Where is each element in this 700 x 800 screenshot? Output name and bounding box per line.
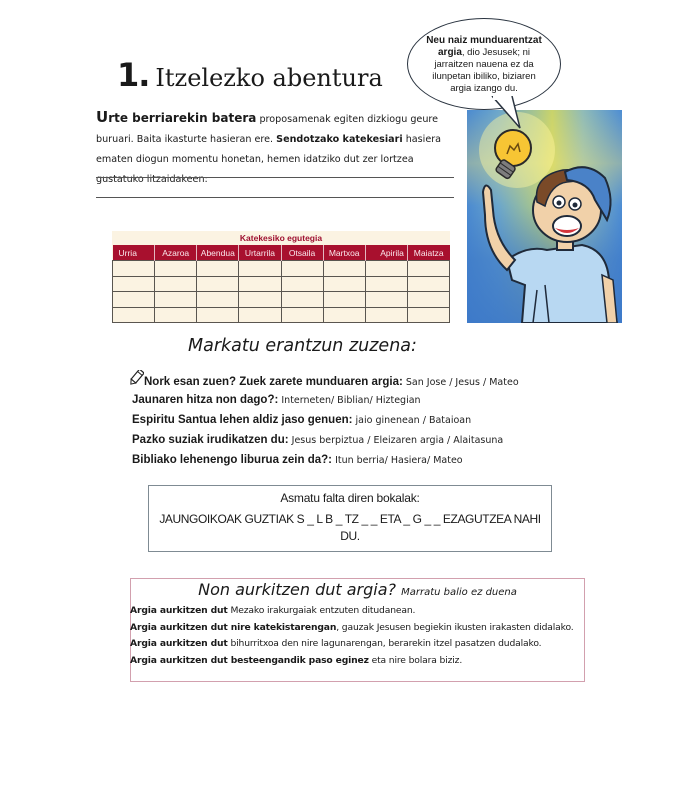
month-header: Maiatza bbox=[407, 245, 449, 261]
vowel-puzzle-title: Asmatu falta diren bokalak: bbox=[280, 491, 420, 505]
page-title bbox=[117, 56, 383, 94]
question-text: Nork esan zuen? Zuek zarete munduaren argia: bbox=[144, 376, 403, 388]
light-statement[interactable]: Argia aurkitzen dut nire katekistarengan, gauzak Jesusen begiekin ikusten irakasten didalako. bbox=[130, 621, 574, 633]
calendar-table bbox=[112, 231, 450, 323]
light-statement[interactable]: Argia aurkitzen dut besteengandik paso eginez eta nire bolara biziz. bbox=[130, 654, 463, 666]
intro-text-1: proposamenak egiten dizkiogu geure buruari. Baita ikasturte hasieran ere. bbox=[96, 114, 439, 145]
light-statement[interactable]: Argia aurkitzen dut Mezako irakurgaiak entzuten ditudanean. bbox=[130, 605, 416, 616]
answer-options[interactable]: jaio ginenean / Bataioan bbox=[355, 415, 472, 426]
question-text: Jaunaren hitza non dago?: bbox=[132, 394, 279, 406]
bubble-tail-icon bbox=[490, 96, 530, 136]
table-row bbox=[113, 261, 450, 277]
calendar-title: Katekesiko egutegia bbox=[239, 233, 323, 243]
title-text: Itzelezko abentura bbox=[155, 64, 383, 92]
question-text: Pazko suziak irudikatzen du: bbox=[132, 434, 289, 446]
month-header: Apirila bbox=[365, 245, 407, 261]
question-text: Espiritu Santua lehen aldiz jaso genuen: bbox=[132, 414, 353, 426]
intro-bold-2: Sendotzako katekesiari bbox=[276, 134, 403, 145]
writing-line-2[interactable] bbox=[96, 197, 454, 198]
table-row bbox=[113, 276, 450, 292]
quiz-question bbox=[132, 370, 519, 390]
answer-options[interactable]: Itun berria/ Hasiera/ Mateo bbox=[335, 455, 463, 466]
writing-line-1[interactable] bbox=[96, 177, 454, 178]
quiz-title: Markatu erantzun zuzena: bbox=[188, 336, 417, 356]
intro-text-2: hasiera ematen diogun momentu honetan, hemen idatziko dut zer lortzea gustatuko litzaidakeen: bbox=[96, 134, 442, 185]
bubble-text bbox=[425, 35, 543, 95]
month-header: Urria bbox=[113, 245, 155, 261]
answer-options[interactable]: Jesus berpiztua / Eleizaren argia / Alaitasuna bbox=[291, 435, 504, 446]
answer-options[interactable]: San Jose / Jesus / Mateo bbox=[405, 377, 519, 388]
find-light-subtitle: Marratu balio ez duena bbox=[401, 587, 517, 598]
table-row bbox=[113, 292, 450, 308]
speech-bubble bbox=[407, 18, 561, 110]
vowel-puzzle-text[interactable]: JAUNGOIKOAK GUZTIAK S _ L B _ TZ _ _ ETA _ G _ _ EZAGUTZEA NAHI DU. bbox=[159, 512, 541, 543]
illustration-boy-lightbulb bbox=[467, 110, 622, 323]
bubble-bold: Neu naiz munduarentzat argia bbox=[426, 35, 542, 58]
pencil-icon bbox=[128, 370, 144, 386]
answer-options[interactable]: Interneten/ Biblian/ Hiztegian bbox=[281, 395, 421, 406]
month-header: Urtarrila bbox=[239, 245, 281, 261]
month-header: Martxoa bbox=[323, 245, 365, 261]
vowel-puzzle-box bbox=[148, 485, 552, 552]
light-statement[interactable]: Argia aurkitzen dut bihurritxoa den nire lagunarengan, berarekin itzel pasatzen dudalako. bbox=[130, 638, 542, 649]
quiz-question bbox=[132, 390, 519, 410]
find-light-list bbox=[130, 603, 584, 669]
month-header: Azaroa bbox=[155, 245, 197, 261]
calendar-grid bbox=[112, 245, 450, 323]
quiz-list bbox=[132, 370, 519, 470]
quiz-question bbox=[132, 450, 519, 470]
title-number: 1. bbox=[117, 56, 150, 94]
find-light-title: Non aurkitzen dut argia? bbox=[198, 580, 397, 599]
month-header: Abendua bbox=[197, 245, 239, 261]
intro-bold-1: rte berriarekin batera bbox=[108, 111, 257, 125]
quiz-question bbox=[132, 430, 519, 450]
bubble-rest: , dio Jesusek; ni jarraitzen nauena ez da ilunpetan ibiliko, biziaren argia izango du. bbox=[432, 47, 536, 94]
find-light-heading bbox=[131, 580, 584, 599]
boy-lightbulb-illustration bbox=[467, 110, 622, 323]
table-row bbox=[113, 307, 450, 323]
quiz-question bbox=[132, 410, 519, 430]
intro-cap-letter: U bbox=[96, 108, 109, 126]
month-header: Otsaila bbox=[281, 245, 323, 261]
find-light-box bbox=[130, 578, 585, 682]
question-text: Bibliako lehenengo liburua zein da?: bbox=[132, 454, 332, 466]
